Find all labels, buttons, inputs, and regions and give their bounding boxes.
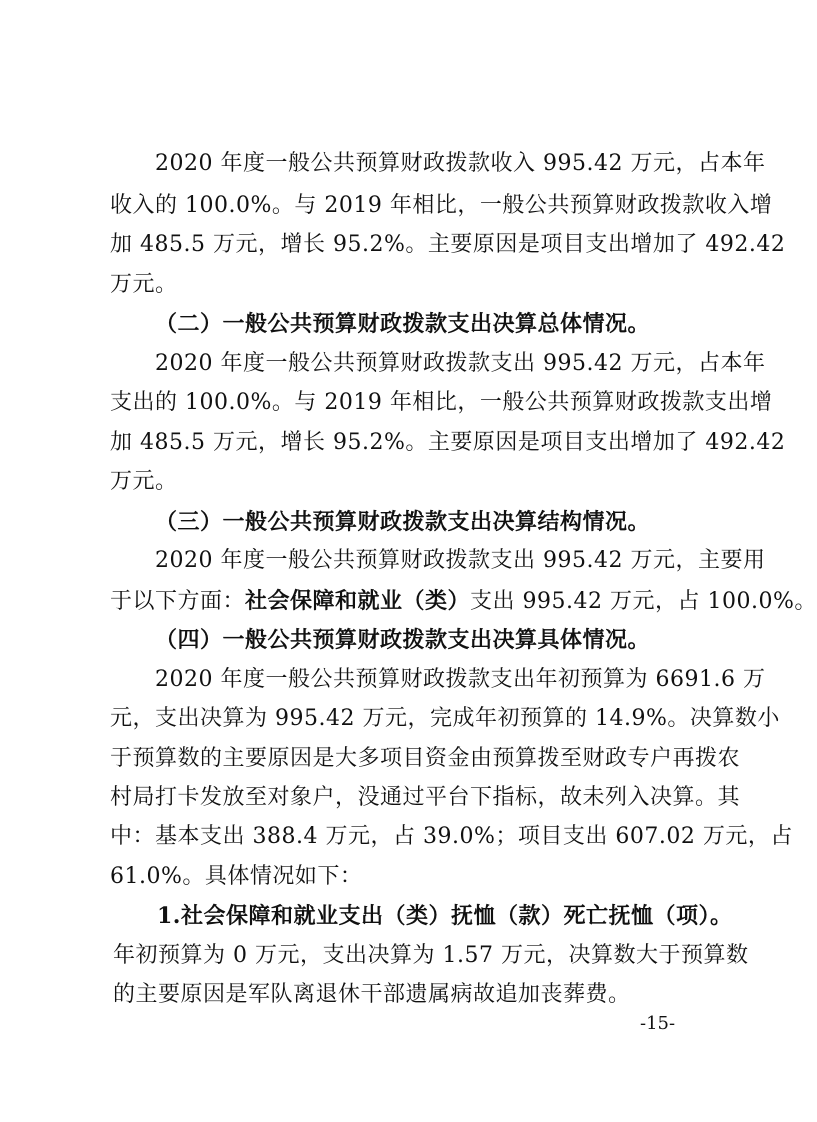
bold-category-text: 社会保障和就业（类） xyxy=(245,588,471,614)
paragraph-line: 收入的 100.0%。与 2019 年相比，一般公共预算财政拨款收入增 xyxy=(110,193,773,218)
page-number: -15- xyxy=(640,1013,676,1034)
paragraph-line: 2020 年度一般公共预算财政拨款支出 995.42 万元，主要用 xyxy=(155,548,766,573)
paragraph-line: 万元。 xyxy=(110,272,178,297)
section-heading: （三）一般公共预算财政拨款支出决算结构情况。 xyxy=(155,509,651,535)
paragraph-line: 村局打卡发放至对象户，没通过平台下指标，故未列入决算。其 xyxy=(110,785,741,810)
subsection-heading: 1.社会保障和就业支出（类）抚恤（款）死亡抚恤（项）。 xyxy=(157,903,733,929)
paragraph-line: 2020 年度一般公共预算财政拨款支出年初预算为 6691.6 万 xyxy=(155,667,766,692)
paragraph-line: 加 485.5 万元，增长 95.2%。主要原因是项目支出增加了 492.42 xyxy=(110,430,786,455)
paragraph-line-mixed xyxy=(110,586,817,616)
section-heading: （四）一般公共预算财政拨款支出决算具体情况。 xyxy=(155,627,651,653)
paragraph-line: 2020 年度一般公共预算财政拨款收入 995.42 万元，占本年 xyxy=(155,151,766,176)
paragraph-line: 2020 年度一般公共预算财政拨款支出 995.42 万元，占本年 xyxy=(155,351,766,376)
section-heading: （二）一般公共预算财政拨款支出决算总体情况。 xyxy=(155,311,651,337)
plain-text: 支出 995.42 万元，占 100.0%。 xyxy=(470,589,817,614)
paragraph-line: 中：基本支出 388.4 万元，占 39.0%；项目支出 607.02 万元，占 xyxy=(110,824,793,849)
paragraph-line: 61.0%。具体情况如下： xyxy=(110,864,363,889)
paragraph-line: 的主要原因是军队离退休干部遗属病故追加丧葬费。 xyxy=(113,982,631,1007)
paragraph-line: 支出的 100.0%。与 2019 年相比，一般公共预算财政拨款支出增 xyxy=(110,390,773,415)
paragraph-line: 万元。 xyxy=(110,469,178,494)
paragraph-line: 加 485.5 万元，增长 95.2%。主要原因是项目支出增加了 492.42 xyxy=(110,232,786,257)
plain-text: 于以下方面： xyxy=(110,589,246,614)
paragraph-line: 年初预算为 0 万元，支出决算为 1.57 万元，决算数大于预算数 xyxy=(113,943,749,968)
paragraph-line: 元，支出决算为 995.42 万元，完成年初预算的 14.9%。决算数小 xyxy=(110,706,780,731)
paragraph-line: 于预算数的主要原因是大多项目资金由预算拨至财政专户再拨农 xyxy=(110,746,741,771)
